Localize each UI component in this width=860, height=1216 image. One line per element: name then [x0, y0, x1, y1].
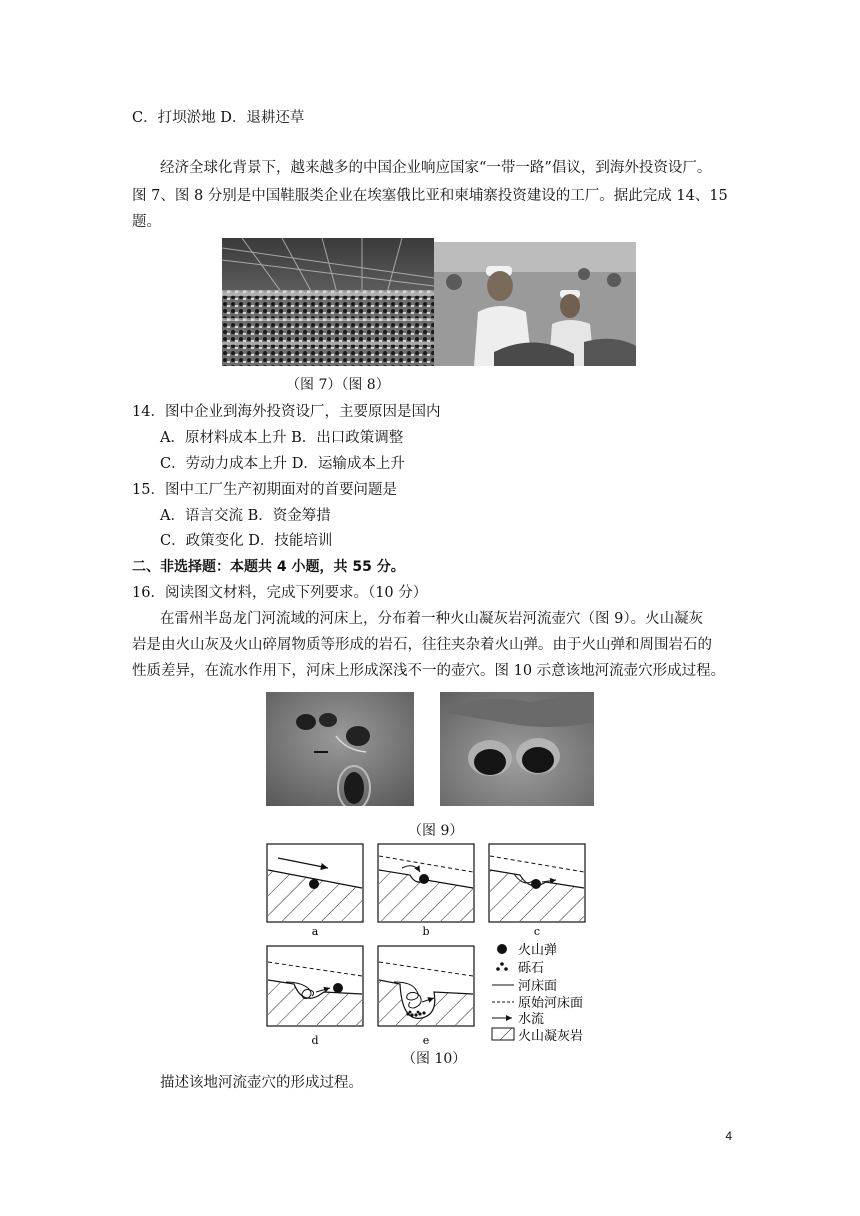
question-16-paragraph-line-2: 岩是由火山灰及火山碎屑物质等形成的岩石，往往夹杂着火山弹。由于火山弹和周围岩石的 [132, 637, 712, 653]
question-16-stem: 16．阅读图文材料，完成下列要求。（10 分） [132, 585, 428, 601]
question-15-stem: 15．图中工厂生产初期面对的首要问题是 [132, 482, 397, 498]
legend-riverbed-surface: 河床面 [518, 979, 558, 994]
intro-line-3: 题。 [132, 214, 161, 230]
panel-e [378, 946, 474, 1026]
figure-9-photo-left [266, 692, 414, 806]
question-14-stem: 14．图中企业到海外投资设厂，主要原因是国内 [132, 404, 441, 420]
legend-volcanic-tuff: 火山凝灰岩 [518, 1029, 584, 1044]
panel-label-b: b [422, 925, 430, 938]
legend-volcanic-bomb: 火山弹 [518, 943, 558, 958]
question-14-options-cd: C．劳动力成本上升 D．运输成本上升 [160, 456, 405, 472]
figure-10-diagram [262, 842, 612, 1048]
legend-water-flow: 水流 [518, 1012, 545, 1027]
legend [492, 942, 583, 1044]
intro-line-1: 经济全球化背景下，越来越多的中国企业响应国家“一带一路”倡议，到海外投资设厂。 [160, 160, 712, 176]
legend-gravel: 砾石 [518, 961, 545, 976]
panel-c [489, 844, 585, 922]
question-15-options-cd: C．政策变化 D．技能培训 [160, 533, 333, 549]
figure-9-photo-right [440, 692, 594, 806]
figure-9-caption: （图 9） [408, 823, 464, 839]
panel-b [378, 844, 474, 922]
question-16-paragraph-line-3: 性质差异，在流水作用下，河床上形成深浅不一的壶穴。图 10 示意该地河流壶穴形成过程。 [132, 663, 726, 679]
panel-label-d: d [311, 1034, 319, 1047]
question-14-options-ab: A．原材料成本上升 B．出口政策调整 [160, 430, 404, 446]
panel-label-e: e [422, 1034, 430, 1047]
figure-10-caption: （图 10） [402, 1051, 467, 1067]
question-13-options-cd: C．打坝淤地 D．退耕还草 [132, 110, 305, 126]
figure-7-photo [222, 238, 434, 366]
panel-a [267, 844, 363, 922]
intro-line-2: 图 7、图 8 分别是中国鞋服类企业在埃塞俄比亚和柬埔寨投资建设的工厂。据此完成 14、15 [132, 188, 728, 204]
panel-label-a: a [311, 925, 319, 938]
panel-d [267, 946, 363, 1026]
legend-original-riverbed: 原始河床面 [518, 996, 584, 1011]
page-number: 4 [725, 1129, 732, 1143]
figure-7-8-caption: （图 7）（图 8） [286, 377, 390, 393]
question-16-paragraph-line-1: 在雷州半岛龙门河流域的河床上，分布着一种火山凝灰岩河流壶穴（图 9）。火山凝灰 [160, 611, 704, 627]
section-2-heading: 二、非选择题：本题共 4 小题，共 55 分。 [132, 559, 405, 575]
question-16-task: 描述该地河流壶穴的形成过程。 [160, 1075, 363, 1091]
question-15-options-ab: A．语言交流 B．资金筹措 [160, 508, 331, 524]
figure-8-photo [434, 242, 636, 366]
panel-label-c: c [533, 925, 541, 938]
